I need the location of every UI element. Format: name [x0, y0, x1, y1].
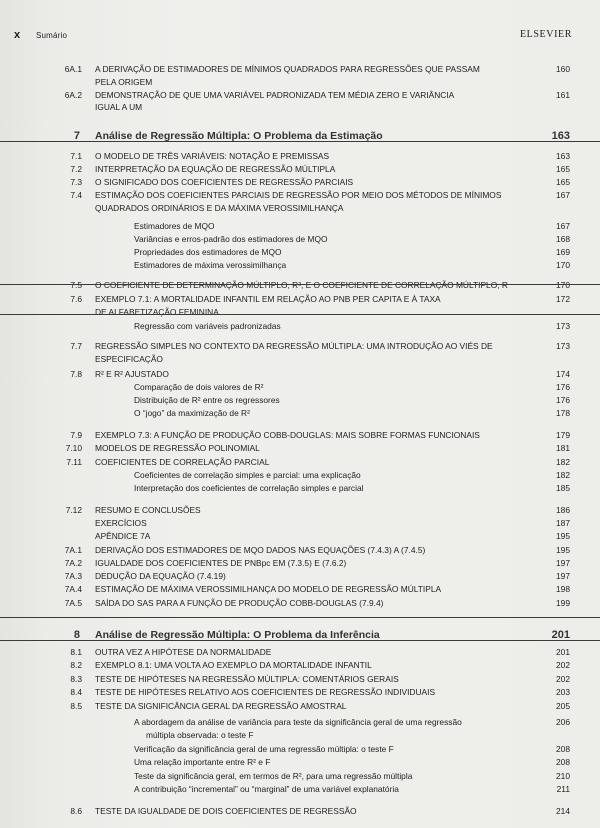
- entry-title: MODELOS DE REGRESSÃO POLINOMIAL: [95, 443, 260, 453]
- page-number-marker: x: [14, 29, 21, 41]
- toc-entry[interactable]: [0, 456, 600, 468]
- entry-page: 170: [556, 280, 570, 290]
- page-header: [14, 29, 572, 43]
- toc-entry[interactable]: [0, 407, 600, 419]
- entry-page: 170: [556, 260, 570, 270]
- entry-page: 165: [556, 164, 570, 174]
- entry-page: 179: [556, 430, 570, 440]
- entry-title: O COEFICIENTE DE DETERMINAÇÃO MÚLTIPLO, R², E O COEFICIENTE DE CORRELAÇÃO MÚLTIPLO, R: [95, 280, 508, 290]
- entry-page: 201: [556, 647, 570, 657]
- toc-entry[interactable]: [0, 530, 600, 542]
- toc-entry[interactable]: [0, 729, 600, 741]
- entry-page: 169: [556, 247, 570, 257]
- entry-title: múltipla observada: o teste F: [146, 730, 254, 740]
- entry-page: 202: [556, 660, 570, 670]
- entry-title: DEDUÇÃO DA EQUAÇÃO (7.4.19): [95, 571, 226, 581]
- toc-entry[interactable]: [0, 597, 600, 609]
- entry-number: 8.1: [70, 647, 82, 657]
- entry-number: 7.10: [65, 443, 82, 453]
- entry-page: 174: [556, 369, 570, 379]
- toc-entry[interactable]: [0, 320, 600, 332]
- toc-entry[interactable]: [0, 686, 600, 698]
- entry-number: 7.5: [70, 280, 82, 290]
- toc-entry[interactable]: [0, 517, 600, 529]
- entry-title: Interpretação dos coeficientes de correlação simples e parcial: [134, 483, 364, 493]
- entry-title: REGRESSÃO SIMPLES NO CONTEXTO DA REGRESSÃO MÚLTIPLA: UMA INTRODUÇÃO AO VIÉS DE: [95, 341, 493, 351]
- entry-page: 163: [556, 151, 570, 161]
- entry-page: 211: [556, 784, 570, 794]
- entry-page: 173: [556, 321, 570, 331]
- entry-title: A DERIVAÇÃO DE ESTIMADORES DE MÍNIMOS QUADRADOS PARA REGRESSÕES QUE PASSAM: [95, 64, 480, 74]
- entry-number: 8.3: [70, 674, 82, 684]
- entry-title: EXEMPLO 8.1: UMA VOLTA AO EXEMPLO DA MORTALIDADE INFANTIL: [95, 660, 372, 670]
- entry-number: 7A.3: [64, 571, 82, 581]
- entry-title: TESTE DA SIGNIFICÂNCIA GERAL DA REGRESSÃO AMOSTRAL: [95, 701, 347, 711]
- entry-page: 208: [556, 744, 570, 754]
- entry-page: 197: [556, 558, 570, 568]
- toc-entry[interactable]: [0, 293, 600, 305]
- entry-page: 210: [556, 771, 570, 781]
- entry-title: O “jogo” da maximização de R²: [134, 408, 250, 418]
- entry-title: EXEMPLO 7.1: A MORTALIDADE INFANTIL EM RELAÇÃO AO PNB PER CAPITA E À TAXA: [95, 294, 441, 304]
- entry-page: 176: [556, 395, 570, 405]
- toc-entry[interactable]: [0, 544, 600, 556]
- toc-entry[interactable]: [0, 570, 600, 582]
- toc-entry[interactable]: [0, 482, 600, 494]
- entry-page: 182: [556, 457, 570, 467]
- toc-entry[interactable]: [0, 557, 600, 569]
- entry-page: 167: [556, 221, 570, 231]
- entry-number: 8.2: [70, 660, 82, 670]
- entry-title: IGUAL A UM: [95, 102, 143, 112]
- entry-page: 198: [556, 584, 570, 594]
- toc-entry[interactable]: [0, 163, 600, 175]
- entry-page: 199: [556, 598, 570, 608]
- toc-entry[interactable]: [0, 583, 600, 595]
- entry-number: 6A.1: [64, 64, 82, 74]
- entry-page: 214: [556, 806, 570, 816]
- toc-entry[interactable]: [0, 805, 600, 817]
- entry-page: 197: [556, 571, 570, 581]
- entry-page: 172: [556, 294, 570, 304]
- rule-line: [0, 314, 600, 315]
- entry-number: 8: [73, 629, 80, 641]
- toc-entry[interactable]: [0, 279, 600, 291]
- entry-number: 7.6: [70, 294, 82, 304]
- entry-number: 8.5: [70, 701, 82, 711]
- entry-title: TESTE DA IGUALDADE DE DOIS COEFICIENTES DE REGRESSÃO: [95, 806, 357, 816]
- rule-line: [0, 640, 600, 641]
- toc-entry[interactable]: [0, 770, 600, 782]
- entry-page: 206: [556, 717, 570, 727]
- entry-number: 7.11: [66, 457, 82, 467]
- entry-page: 181: [556, 443, 570, 453]
- entry-number: 7A.2: [64, 558, 82, 568]
- entry-title: Variâncias e erros-padrão dos estimadores de MQO: [134, 234, 328, 244]
- entry-page: 176: [556, 382, 570, 392]
- toc-entry[interactable]: [0, 381, 600, 393]
- entry-page: 205: [556, 701, 570, 711]
- rule-line: [0, 284, 600, 285]
- entry-number: 6A.2: [64, 90, 82, 100]
- toc-entry[interactable]: [0, 189, 600, 201]
- entry-title: EXEMPLO 7.3: A FUNÇÃO DE PRODUÇÃO COBB-DOUGLAS: MAIS SOBRE FORMAS FUNCIONAIS: [95, 430, 480, 440]
- toc-entry[interactable]: [0, 783, 600, 795]
- toc-entry[interactable]: [0, 442, 600, 454]
- toc-entry[interactable]: [0, 259, 600, 271]
- entry-number: 7.2: [70, 164, 82, 174]
- entry-title: Uma relação importante entre R² e F: [134, 757, 271, 767]
- entry-title: A abordagem da análise de variância para teste da significância geral de uma regressão: [134, 717, 462, 727]
- rule-line: [0, 141, 600, 142]
- entry-title: TESTE DE HIPÓTESES NA REGRESSÃO MÚLTIPLA: COMENTÁRIOS GERAIS: [95, 674, 399, 684]
- entry-title: ESPECIFICAÇÃO: [95, 354, 163, 364]
- entry-number: 7.7: [70, 341, 82, 351]
- entry-title: Distribuição de R² entre os regressores: [134, 395, 280, 405]
- entry-title: TESTE DE HIPÓTESES RELATIVO AOS COEFICIENTES DE REGRESSÃO INDIVIDUAIS: [95, 687, 436, 697]
- entry-page: 167: [556, 190, 570, 200]
- entry-title: DE ALFABETIZAÇÃO FEMININA: [95, 307, 219, 317]
- entry-title: Regressão com variáveis padronizadas: [134, 321, 281, 331]
- entry-title: ESTIMAÇÃO DOS COEFICIENTES PARCIAIS DE REGRESSÃO POR MEIO DOS MÉTODOS DE MÍNIMOS: [95, 190, 502, 200]
- entry-number: 7.9: [70, 430, 82, 440]
- toc-entry[interactable]: [0, 89, 600, 101]
- toc-entry[interactable]: [0, 101, 600, 113]
- entry-number: 7: [73, 130, 80, 142]
- entry-title: DERIVAÇÃO DOS ESTIMADORES DE MQO DADOS NAS EQUAÇÕES (7.4.3) A (7.4.5): [95, 545, 426, 555]
- entry-title: ESTIMAÇÃO DE MÁXIMA VEROSSIMILHANÇA DO MODELO DE REGRESSÃO MÚLTIPLA: [95, 584, 442, 594]
- toc-entry[interactable]: [0, 340, 600, 352]
- toc-entry[interactable]: [0, 246, 600, 258]
- entry-title: Teste da significância geral, em termos de R², para uma regressão múltipla: [134, 771, 413, 781]
- toc-entry[interactable]: [0, 233, 600, 245]
- entry-title: IGUALDADE DOS COEFICIENTES DE PNBpc EM (7.3.5) E (7.6.2): [95, 558, 347, 568]
- toc-entry[interactable]: [0, 700, 600, 712]
- entry-page: 203: [556, 687, 570, 697]
- toc-entry[interactable]: [0, 150, 600, 162]
- entry-title: Verificação da significância geral de uma regressão múltipla: o teste F: [134, 744, 394, 754]
- entry-page: 161: [556, 90, 570, 100]
- entry-title: COEFICIENTES DE CORRELAÇÃO PARCIAL: [95, 457, 270, 467]
- toc-entry[interactable]: [0, 646, 600, 658]
- toc-entry[interactable]: [0, 504, 600, 516]
- entry-page: 173: [556, 341, 570, 351]
- toc-entry[interactable]: [0, 659, 600, 671]
- entry-title: Estimadores de MQO: [134, 221, 215, 231]
- entry-title: INTERPRETAÇÃO DA EQUAÇÃO DE REGRESSÃO MÚLTIPLA: [95, 164, 336, 174]
- toc-entry[interactable]: [0, 63, 600, 75]
- entry-number: 7.1: [70, 151, 82, 161]
- entry-number: 7.4: [70, 190, 82, 200]
- toc-entry[interactable]: [0, 306, 600, 318]
- entry-number: 8.6: [70, 806, 82, 816]
- toc-entry[interactable]: [0, 76, 600, 88]
- toc-entry[interactable]: [0, 673, 600, 685]
- entry-page: 163: [551, 130, 570, 142]
- toc-entry[interactable]: [0, 394, 600, 406]
- entry-title: A contribuição “incremental” ou “marginal” de uma variável explanatória: [134, 784, 399, 794]
- toc-entry[interactable]: [0, 202, 600, 214]
- entry-title: Análise de Regressão Múltipla: O Problema da Inferência: [95, 629, 380, 641]
- entry-title: O SIGNIFICADO DOS COEFICIENTES DE REGRESSÃO PARCIAIS: [95, 177, 354, 187]
- entry-page: 186: [556, 505, 570, 515]
- running-section-title: Sumário: [36, 31, 68, 40]
- entry-number: 7.3: [70, 177, 82, 187]
- publisher-name: ELSEVIER: [519, 29, 572, 40]
- entry-title: SAÍDA DO SAS PARA A FUNÇÃO DE PRODUÇÃO COBB-DOUGLAS (7.9.4): [95, 598, 384, 608]
- toc-entry[interactable]: [0, 368, 600, 380]
- entry-page: 160: [556, 64, 570, 74]
- entry-title: Comparação de dois valores de R²: [134, 382, 264, 392]
- entry-page: 168: [556, 234, 570, 244]
- toc-entry[interactable]: [0, 353, 600, 365]
- entry-number: 7.12: [65, 505, 82, 515]
- entry-page: 178: [556, 408, 570, 418]
- entry-page: 202: [556, 674, 570, 684]
- entry-page: 165: [556, 177, 570, 187]
- entry-page: 182: [556, 470, 570, 480]
- entry-title: EXERCÍCIOS: [95, 518, 147, 528]
- entry-number: 7A.4: [64, 584, 82, 594]
- entry-number: 7.8: [70, 369, 82, 379]
- entry-page: 195: [556, 531, 570, 541]
- toc-entry[interactable]: [0, 756, 600, 768]
- toc-entry[interactable]: [0, 429, 600, 441]
- toc-entry[interactable]: [0, 469, 600, 481]
- entry-title: DEMONSTRAÇÃO DE QUE UMA VARIÁVEL PADRONIZADA TEM MÉDIA ZERO E VARIÂNCIA: [95, 90, 455, 100]
- entry-title: Coeficientes de correlação simples e parcial: uma explicação: [134, 470, 361, 480]
- entry-page: 185: [556, 483, 570, 493]
- entry-title: R² E R² AJUSTADO: [95, 369, 169, 379]
- entry-title: Análise de Regressão Múltipla: O Problema da Estimação: [95, 130, 383, 142]
- rule-line: [0, 617, 600, 618]
- entry-page: 208: [556, 757, 570, 767]
- entry-number: 7A.1: [64, 545, 82, 555]
- toc-entry[interactable]: [0, 220, 600, 232]
- toc-entry[interactable]: [0, 716, 600, 728]
- entry-number: 8.4: [70, 687, 82, 697]
- entry-number: 7A.5: [64, 598, 82, 608]
- toc-entry[interactable]: [0, 176, 600, 188]
- entry-page: 195: [556, 545, 570, 555]
- entry-title: Estimadores de máxima verossimilhança: [134, 260, 287, 270]
- entry-title: QUADRADOS ORDINÁRIOS E DA MÁXIMA VEROSSIMILHANÇA: [95, 203, 344, 213]
- toc-entry[interactable]: [0, 743, 600, 755]
- entry-title: O MODELO DE TRÊS VARIÁVEIS: NOTAÇÃO E PREMISSAS: [95, 151, 330, 161]
- entry-title: OUTRA VEZ A HIPÓTESE DA NORMALIDADE: [95, 647, 272, 657]
- entry-title: RESUMO E CONCLUSÕES: [95, 505, 201, 515]
- entry-page: 187: [556, 518, 570, 528]
- entry-title: Propriedades dos estimadores de MQO: [134, 247, 282, 257]
- entry-page: 201: [551, 629, 570, 641]
- entry-title: APÊNDICE 7A: [95, 531, 151, 541]
- entry-title: PELA ORIGEM: [95, 77, 153, 87]
